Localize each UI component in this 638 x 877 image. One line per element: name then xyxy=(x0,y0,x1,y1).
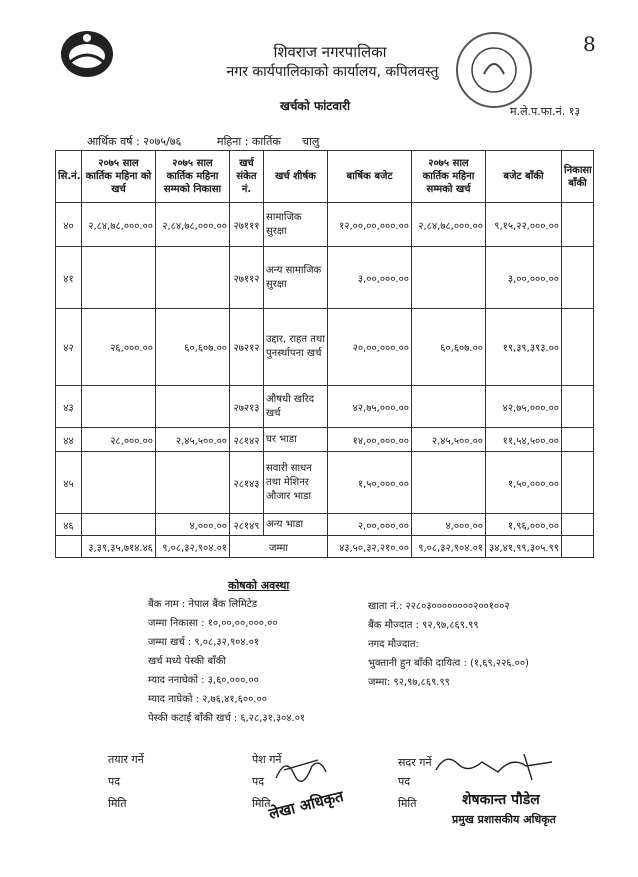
cell-total-expense: ४,०००.०० xyxy=(412,514,486,536)
fund-status-left xyxy=(148,596,348,729)
cell-head: घर भाडा xyxy=(264,428,328,452)
total-row xyxy=(56,536,594,558)
office-stamp xyxy=(456,32,532,108)
cell-release: ४,०००.०० xyxy=(156,514,230,536)
approved-by-label: सदर गर्ने xyxy=(398,756,432,769)
cell-code: २७२१३ xyxy=(230,386,264,428)
cao-name: शेषकान्त पौडेल xyxy=(462,792,540,808)
payable-liability: भुक्तानी हुन बाँकी दायित्व : (१,६९,२२६.००) xyxy=(368,658,529,669)
total-expense-line: जम्मा खर्च : ९,०८,३२,९०४.०१ xyxy=(148,637,260,648)
status-label: चालु xyxy=(302,135,320,148)
cell-sn: ४० xyxy=(56,203,82,247)
col-budget: बार्षिक बजेट xyxy=(328,151,412,203)
advance-balance-heading: खर्च मध्ये पेस्की बाँकी xyxy=(148,656,227,667)
cell-month-expense: २६,०००.०० xyxy=(82,309,156,386)
advance-not-expired: म्याद ननाघेको : ३,६०,०००.०० xyxy=(148,675,259,686)
cell-month-expense: २,८४,७८,०००.०० xyxy=(82,203,156,247)
cell-code: २७१११ xyxy=(230,203,264,247)
cell-release-balance xyxy=(562,203,594,247)
total-month-expense: ३,३९,३५,७१४.४६ xyxy=(82,536,156,558)
cell-total-expense xyxy=(412,247,486,309)
cash-balance: नगद मौज्दात: xyxy=(368,639,419,650)
cell-release xyxy=(156,452,230,514)
accounts-officer-stamp: लेखा अधिकृत xyxy=(266,787,346,823)
col-release-balance: निकासा बाँकी xyxy=(562,151,594,203)
cell-release xyxy=(156,386,230,428)
cell-code: २८१४३ xyxy=(230,452,264,514)
cell-head: उद्दार, राहत तथा पुनर्स्थापना खर्च xyxy=(264,309,328,386)
cell-month-expense xyxy=(82,452,156,514)
cao-signature xyxy=(428,750,558,790)
advance-expired: म्याद नाघेको : २,७६,४१,६००.०० xyxy=(148,694,267,705)
accounts-officer-signature xyxy=(272,752,332,790)
col-total-expense: २०७५ साल कार्तिक महिना सम्मको खर्च xyxy=(412,151,486,203)
document-title: खर्चको फांटवारी xyxy=(280,99,351,113)
cell-budget: २०,००,०००.०० xyxy=(328,309,412,386)
col-head: खर्च शीर्षक xyxy=(264,151,328,203)
cell-head: सामाजिक सुरक्षा xyxy=(264,203,328,247)
cell-release: ६०,६०७.०० xyxy=(156,309,230,386)
prepared-post-label: पद xyxy=(108,775,121,788)
cell-sn: ४६ xyxy=(56,514,82,536)
cell-sn: ४३ xyxy=(56,386,82,428)
cell-balance: ४२,७५,०००.०० xyxy=(486,386,562,428)
net-expense-line: पेस्की कटाई बाँकी खर्च : ६,२८,३१,३०४.०१ xyxy=(148,713,306,724)
account-number: खाता नं.: २२८०३००००००००२००१००२ xyxy=(368,601,510,612)
cell-sn: ४५ xyxy=(56,452,82,514)
table-row xyxy=(56,514,594,536)
prepared-by-label: तयार गर्ने xyxy=(108,753,144,766)
cell-release-balance xyxy=(562,514,594,536)
cell-head: अन्य सामाजिक सुरक्षा xyxy=(264,247,328,309)
col-sn: सि.नं. xyxy=(56,151,82,203)
table-row xyxy=(56,428,594,452)
table-header-row xyxy=(56,151,594,203)
page-number: 8 xyxy=(583,32,596,56)
cell-total-expense xyxy=(412,452,486,514)
cell-month-expense xyxy=(82,386,156,428)
total-release-balance xyxy=(562,536,594,558)
bank-balance: बैंक मौज्दात : ९२,९७,८६९.९९ xyxy=(368,620,479,631)
prepared-date-label: मिति xyxy=(108,797,127,810)
cell-head: अन्य भाडा xyxy=(264,514,328,536)
cell-sn: ४४ xyxy=(56,428,82,452)
table-row xyxy=(56,247,594,309)
expense-table xyxy=(55,150,594,558)
col-month-expense: २०७५ साल कार्तिक महिना को खर्च xyxy=(82,151,156,203)
cell-code: २७११२ xyxy=(230,247,264,309)
fund-status-right xyxy=(368,598,588,693)
cell-release-balance xyxy=(562,386,594,428)
cell-budget: ४२,७५,०००.०० xyxy=(328,386,412,428)
table-row xyxy=(56,386,594,428)
cell-budget: १२,००,००,०००.०० xyxy=(328,203,412,247)
table-row xyxy=(56,309,594,386)
cell-budget: १४,००,०००.०० xyxy=(328,428,412,452)
approved-post-label: पद xyxy=(398,775,411,788)
cell-head: औषधी खरिद खर्च xyxy=(264,386,328,428)
cell-sn-empty xyxy=(56,536,82,558)
cell-sn: ४२ xyxy=(56,309,82,386)
cell-budget: १,५०,०००.०० xyxy=(328,452,412,514)
total-budget: ४३,५०,३२,२१०.०० xyxy=(328,536,412,558)
cell-month-expense xyxy=(82,514,156,536)
cell-head: सवारी साधन तथा मेशिनर औजार भाडा xyxy=(264,452,328,514)
cell-release-balance xyxy=(562,452,594,514)
cell-total-expense: ६०,६०७.०० xyxy=(412,309,486,386)
total-balance: ३४,४१,९९,३०५.९९ xyxy=(486,536,562,558)
cell-total-expense: २,८४,७८,०००.०० xyxy=(412,203,486,247)
office-name: नगर कार्यपालिकाको कार्यालय, कपिलवस्तु xyxy=(226,64,439,80)
cell-balance: १,९६,०००.०० xyxy=(486,514,562,536)
cell-balance: ३,००,०००.०० xyxy=(486,247,562,309)
grand-total: जम्मा: ९२,९७,८६९.९९ xyxy=(368,677,450,688)
cell-code: २८१४९ xyxy=(230,514,264,536)
cell-balance: १९,३९,३९३.०० xyxy=(486,309,562,386)
fund-status-title: कोषको अवस्था xyxy=(228,579,290,592)
total-label: जम्मा xyxy=(230,536,328,558)
submitted-by-label: पेश गर्ने xyxy=(252,753,282,766)
cell-code: २७२१२ xyxy=(230,309,264,386)
total-expense: ९,०८,३२,९०४.०१ xyxy=(412,536,486,558)
cell-balance: १,५०,०००.०० xyxy=(486,452,562,514)
month-label: महिना : कार्तिक xyxy=(217,135,281,148)
cell-release-balance xyxy=(562,309,594,386)
approved-date-label: मिति xyxy=(398,797,417,810)
col-release: २०७५ साल कार्तिक महिना सम्मको निकासा xyxy=(156,151,230,203)
cell-release: २,४५,५००.०० xyxy=(156,428,230,452)
cell-balance: ११,५४,५००.०० xyxy=(486,428,562,452)
table-row xyxy=(56,452,594,514)
org-name: शिवराज नगरपालिका xyxy=(273,43,387,61)
cao-title: प्रमुख प्रशासकीय अधिकृत xyxy=(452,813,556,826)
government-emblem xyxy=(58,28,116,80)
total-release-line: जम्मा निकासा : १०,००,००,०००.०० xyxy=(148,618,278,629)
cell-release xyxy=(156,247,230,309)
cell-sn: ४१ xyxy=(56,247,82,309)
cell-release-balance xyxy=(562,247,594,309)
cell-total-expense xyxy=(412,386,486,428)
submitted-post-label: पद xyxy=(252,775,265,788)
form-number: म.ले.प.फा.नं. १३ xyxy=(510,105,581,118)
cell-month-expense: २८,०००.०० xyxy=(82,428,156,452)
fiscal-year: आर्थिक वर्ष : २०७५/७६ xyxy=(87,135,182,148)
cell-balance: ९,१५,२२,०००.०० xyxy=(486,203,562,247)
cell-release-balance xyxy=(562,428,594,452)
cell-code: २८१४२ xyxy=(230,428,264,452)
cell-total-expense: २,४५,५००.०० xyxy=(412,428,486,452)
col-code: खर्च संकेत नं. xyxy=(230,151,264,203)
table-row xyxy=(56,203,594,247)
submitted-date-label: मिति xyxy=(252,797,271,810)
total-release: ९,०८,३२,९०४.०१ xyxy=(156,536,230,558)
cell-budget: २,००,०००.०० xyxy=(328,514,412,536)
cell-budget: ३,००,०००.०० xyxy=(328,247,412,309)
cell-month-expense xyxy=(82,247,156,309)
cell-release: २,८४,७८,०००.०० xyxy=(156,203,230,247)
bank-name: बैंक नाम : नेपाल बैंक लिमिटेड xyxy=(148,599,258,610)
col-balance: बजेट बाँकी xyxy=(486,151,562,203)
